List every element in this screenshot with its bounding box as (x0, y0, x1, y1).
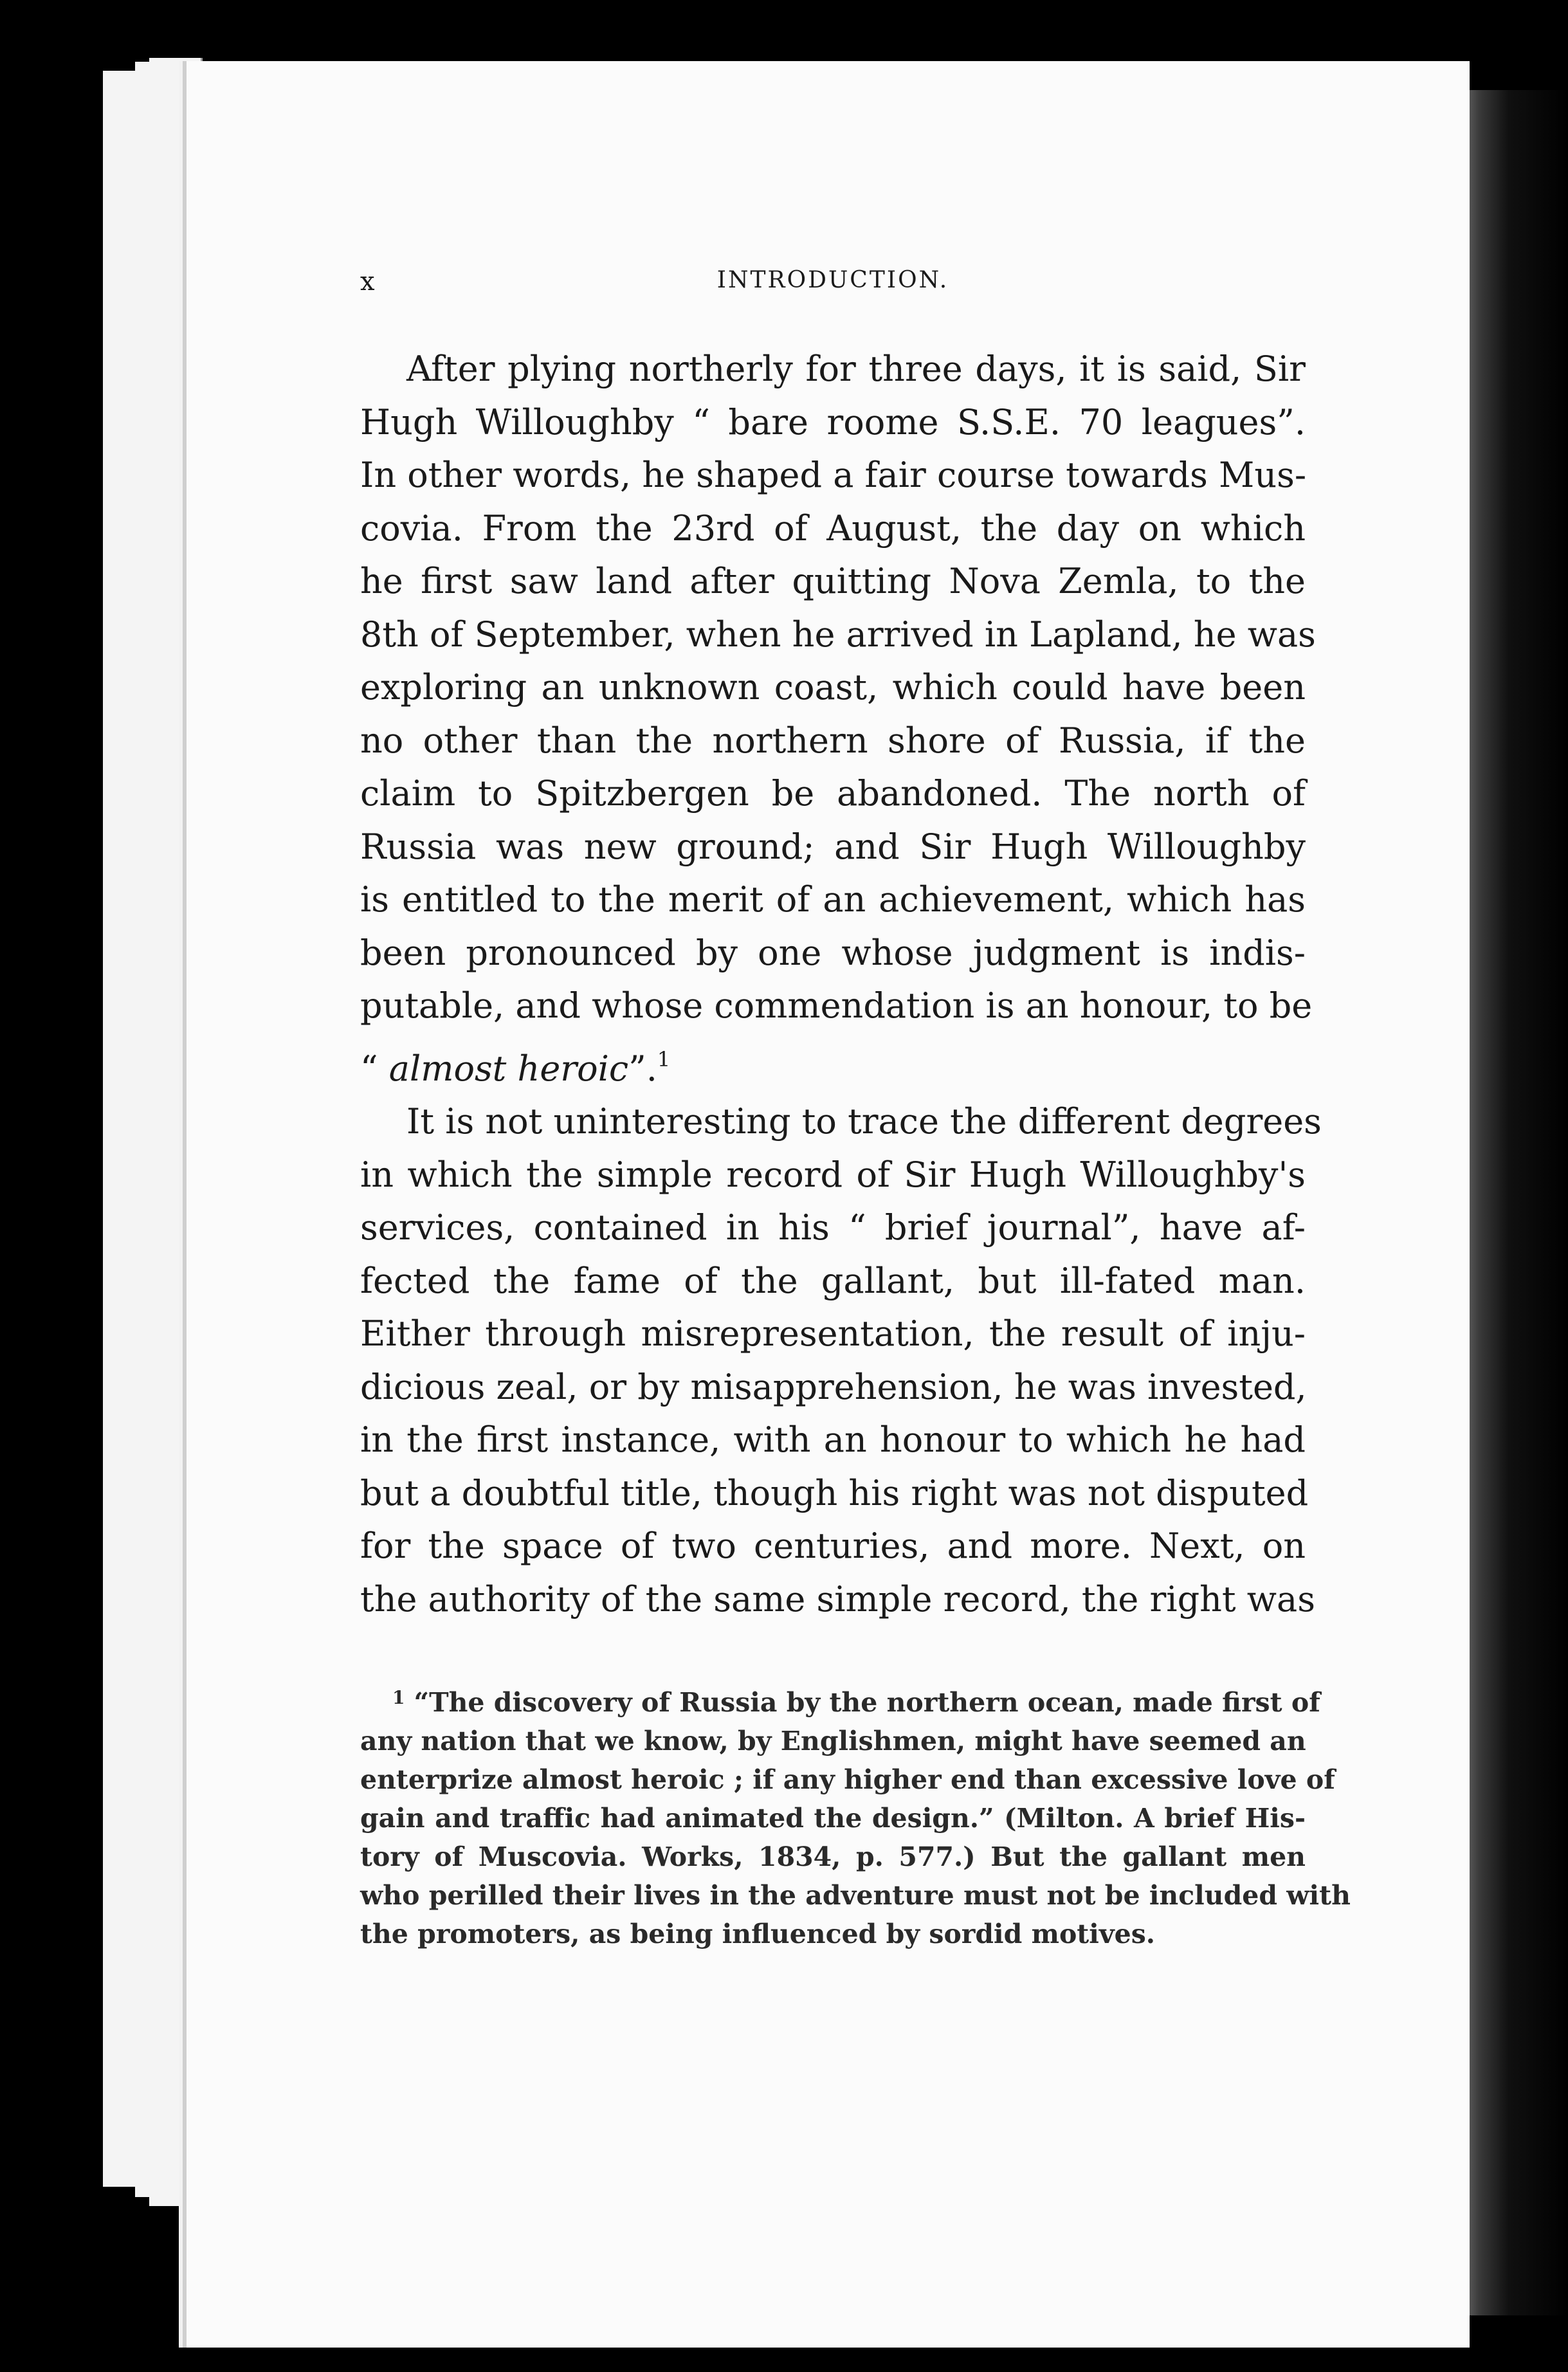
text-line: services, contained in his “ brief journal”, have af- (360, 1207, 1306, 1248)
footnote-line: who perilled their lives in the adventure must not be included with (360, 1880, 1351, 1911)
paragraph-1 (360, 343, 1316, 1095)
running-title: INTRODUCTION. (716, 267, 949, 293)
text-line: Either through misrepresentation, the result of inju- (360, 1313, 1306, 1354)
book-binding (1460, 90, 1568, 2315)
text-line: After plying northerly for three days, it is said, Sir (406, 349, 1306, 389)
text-line: 8th of September, when he arrived in Lapland, he was (360, 614, 1316, 655)
text-line: in the first instance, with an honour to which he had (360, 1419, 1306, 1460)
page-number: x (360, 267, 376, 296)
footnote-marker: 1 (657, 1046, 671, 1072)
footnote-line: enterprize almost heroic ; if any higher end than excessive love of (360, 1764, 1335, 1795)
text-line: Russia was new ground; and Sir Hugh Willoughby (360, 826, 1306, 867)
footnote-line: tory of Muscovia. Works, 1834, p. 577.) But the gallant men (360, 1841, 1306, 1872)
footnote-line: the promoters, as being influenced by sordid motives. (360, 1919, 1156, 1949)
body-text (360, 343, 1322, 1626)
footnote-line: gain and traffic had animated the design.” (Milton. A brief His- (360, 1803, 1306, 1834)
book-page (187, 61, 1470, 2348)
running-head (360, 267, 1306, 312)
text-line: claim to Spitzbergen be abandoned. The north of (360, 773, 1306, 814)
italic-quote: almost heroic (388, 1048, 629, 1089)
text-line: in which the simple record of Sir Hugh Willoughby's (360, 1154, 1306, 1195)
footnote (360, 1679, 1351, 1953)
text-line: been pronounced by one whose judgment is indis- (360, 932, 1306, 973)
text-line: is entitled to the merit of an achievement, which has (360, 879, 1306, 920)
text-line: exploring an unknown coast, which could have been (360, 667, 1306, 707)
footnote-line: any nation that we know, by Englishmen, might have seemed an (360, 1726, 1306, 1756)
text-line: fected the fame of the gallant, but ill-fated man. (360, 1260, 1306, 1301)
text-line: but a doubtful title, though his right was not disputed (360, 1472, 1309, 1513)
footnote-number: 1 (392, 1687, 405, 1708)
text-line (360, 1033, 1306, 1096)
text-line: In other words, he shaped a fair course towards Mus- (360, 455, 1307, 495)
text-line: dicious zeal, or by misapprehension, he was invested, (360, 1366, 1307, 1407)
open-quote: “ (360, 1048, 389, 1089)
text-line: no other than the northern shore of Russia, if the (360, 720, 1306, 761)
page-content (360, 267, 1351, 1953)
footnote-text: “The discovery of Russia by the northern ocean, made first of (414, 1687, 1320, 1718)
text-line: the authority of the same simple record, the right was (360, 1578, 1315, 1619)
footnote-line (360, 1679, 1320, 1722)
paragraph-2 (360, 1095, 1322, 1626)
text-line: It is not uninteresting to trace the different degrees (406, 1101, 1322, 1142)
close-quote: ”. (628, 1048, 657, 1089)
text-line: covia. From the 23rd of August, the day on which (360, 507, 1306, 549)
text-line: he first saw land after quitting Nova Zemla, to the (360, 561, 1306, 601)
text-line: for the space of two centuries, and more. Next, on (360, 1526, 1306, 1566)
text-line: putable, and whose commendation is an honour, to be (360, 985, 1313, 1026)
text-line: Hugh Willoughby “ bare roome S.S.E. 70 leagues”. (360, 401, 1306, 442)
